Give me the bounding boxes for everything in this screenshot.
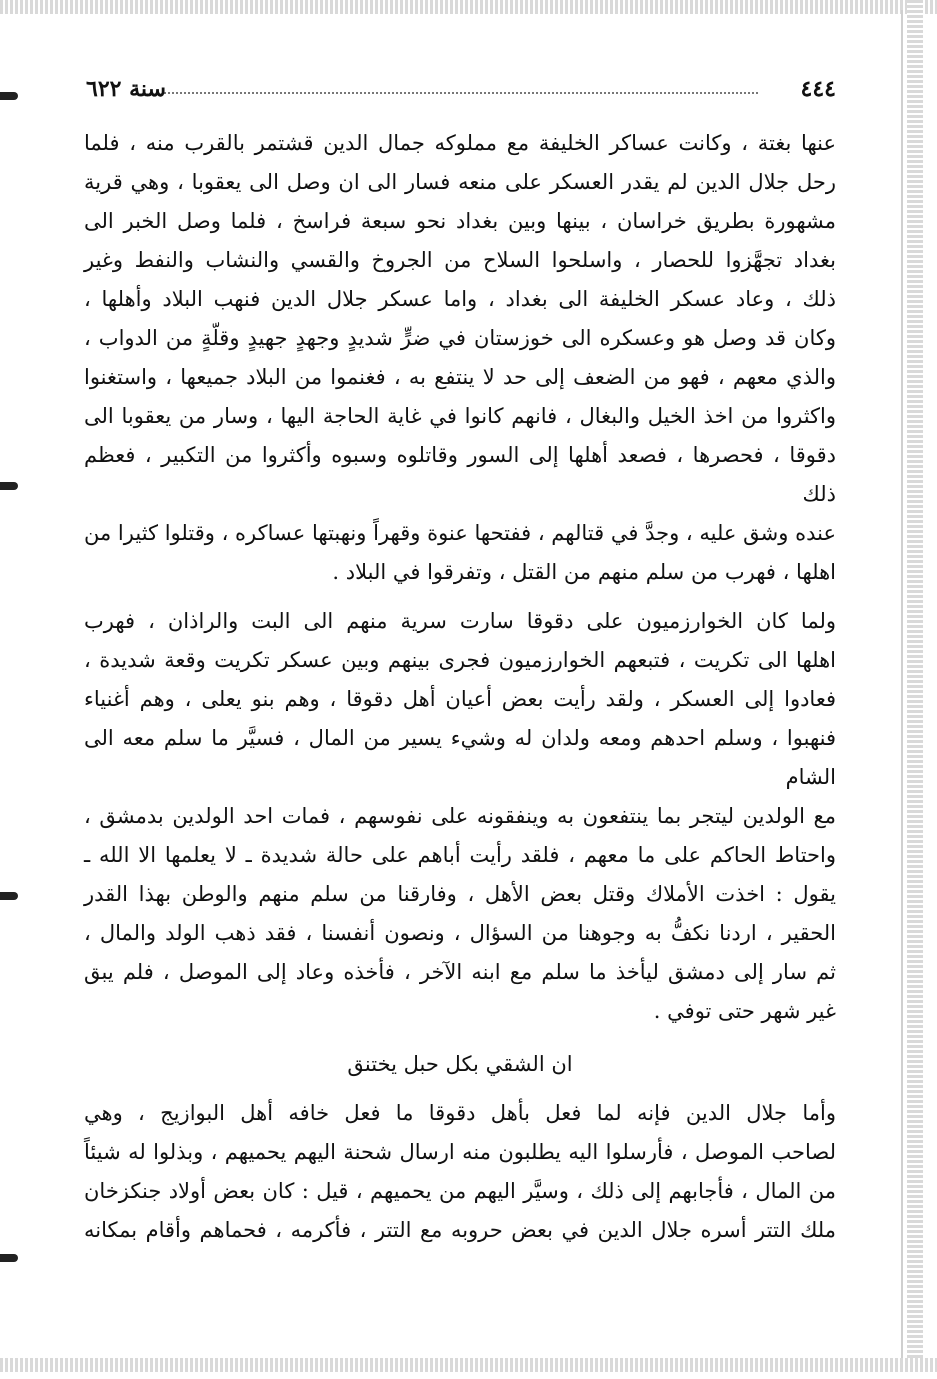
text-line: عنده وشق عليه ، وجدَّ في قتالهم ، ففتحها عنوة وقهراً ونهبتها عساكره ، وقتلوا كثيرا من [84, 521, 836, 545]
decorative-border-right [907, 0, 923, 1372]
text-line: ملك التتر أسره جلال الدين في بعض حروبه مع التتر ، فأكرمه ، فحماهم وأقام بمكانه [84, 1218, 836, 1242]
text-line: اهلها الى تكريت ، فتبعهم الخوارزميون فجرى بينهم وبين عسكر تكريت وقعة شديدة ، [84, 648, 836, 672]
page-header [86, 76, 836, 106]
text-line: واكثروا من اخذ الخيل والبغال ، فانهم كانوا في غاية الحاجة اليها ، وسار من يعقوبا الى [84, 404, 836, 428]
text-line: ثم سار إلى دمشق ليأخذ ما سلم مع ابنه الآخر ، فأخذه وعاد إلى الموصل ، فلم يبق [84, 960, 836, 984]
decorative-border-bottom [0, 1358, 937, 1372]
text-line: رحل جلال الدين لم يقدر العسكر على منعه فسار الى ان وصل الى يعقوبا ، وهي قرية [84, 170, 836, 194]
text-line: الحقير ، اردنا نكفُّ به وجوهنا من السؤال ، ونصون أنفسنا ، فقد ذهب الولد والمال ، [84, 921, 836, 945]
year-label: سنة ٦٢٢ [86, 76, 166, 102]
text-line: واحتاط الحاكم على ما معهم ، فلقد رأيت أباهم على حالة شديدة ـ لا يعلمها الا الله ـ [84, 843, 836, 867]
text-line: غير شهر حتى توفي . [653, 999, 836, 1023]
text-line: دقوقا ، فحصرها ، فصعد أهلها إلى السور وقاتلوه وسبوه وأكثروا من التكبير ، فعظم ذلك [84, 443, 836, 506]
paragraph [84, 1094, 836, 1250]
page-number: ٤٤٤ [800, 76, 836, 102]
text-line: وأما جلال الدين فإنه لما فعل بأهل دقوقا ما فعل خافه أهل البوازيج ، وهي [84, 1101, 836, 1125]
binding-mark [0, 1254, 18, 1262]
page-body [84, 124, 836, 1250]
decorative-border-top [0, 0, 937, 14]
text-line: مع الولدين ليتجر بما ينتفعون به وينفقونه على نفوسهم ، فمات احد الولدين بدمشق ، [84, 804, 836, 828]
text-line: والذي معهم ، فهو من الضعف إلى حد لا ينتفع به ، فغنموا من البلاد جميعها ، واستغنوا [84, 365, 836, 389]
text-line: فنهبوا ، وسلم احدهم ومعه ولدان له وشيء يسير من المال ، فسيَّر ما سلم معه الى الشام [84, 726, 836, 789]
header-leader-dots [164, 92, 758, 94]
text-line: فعادوا إلى العسكر ، ولقد رأيت بعض أعيان أهل دقوقا ، وهم بنو يعلى ، وهم أغنياء [84, 687, 836, 711]
text-line: يقول : اخذت الأملاك وقتل بعض الأهل ، وفارقنا من سلم منهم والوطن بهذا القدر [84, 882, 836, 906]
text-line: اهلها ، فهرب من سلم منهم من القتل ، وتفرقوا في البلاد . [332, 560, 836, 584]
text-line: من المال ، فأجابهم إلى ذلك ، وسيَّر اليهم من يحميهم ، قيل : كان بعض أولاد جنكزخان [84, 1179, 836, 1203]
text-line: بغداد تجهَّزوا للحصار ، واسلحوا السلاح من الجروخ والقسي والنشاب والنفط وغير [84, 248, 836, 272]
text-line: لصاحب الموصل ، فأرسلوا اليه يطلبون منه ارسال شحنة اليهم يحميهم ، وبذلوا له شيئاً [84, 1140, 836, 1164]
paragraph [84, 602, 836, 1031]
border-rule [901, 10, 903, 1365]
section-heading: ان الشقي بكل حبل يختنق [347, 1052, 573, 1076]
binding-mark [0, 892, 18, 900]
text-line: مشهورة بطريق خراسان ، بينها وبين بغداد نحو سبعة فراسخ ، فلما وصل الخبر الى [84, 209, 836, 233]
paragraph [84, 124, 836, 592]
text-line: وكان قد وصل هو وعسكره الى خوزستان في ضرٍّ شديدٍ وجهدٍ جهيدٍ وقلّةٍ من الدواب ، [84, 326, 836, 350]
binding-mark [0, 92, 18, 100]
text-line: ذلك ، وعاد عسكر الخليفة الى بغداد ، واما عسكر جلال الدين فنهب البلاد وأهلها ، [84, 287, 836, 311]
text-line: عنها بغتة ، وكانت عساكر الخليفة مع مملوكه جمال الدين قشتمر بالقرب منه ، فلما [84, 131, 836, 155]
text-line: ولما كان الخوارزميون على دقوقا سارت سرية منهم الى البت والراذان ، فهرب [84, 609, 836, 633]
binding-mark [0, 482, 18, 490]
